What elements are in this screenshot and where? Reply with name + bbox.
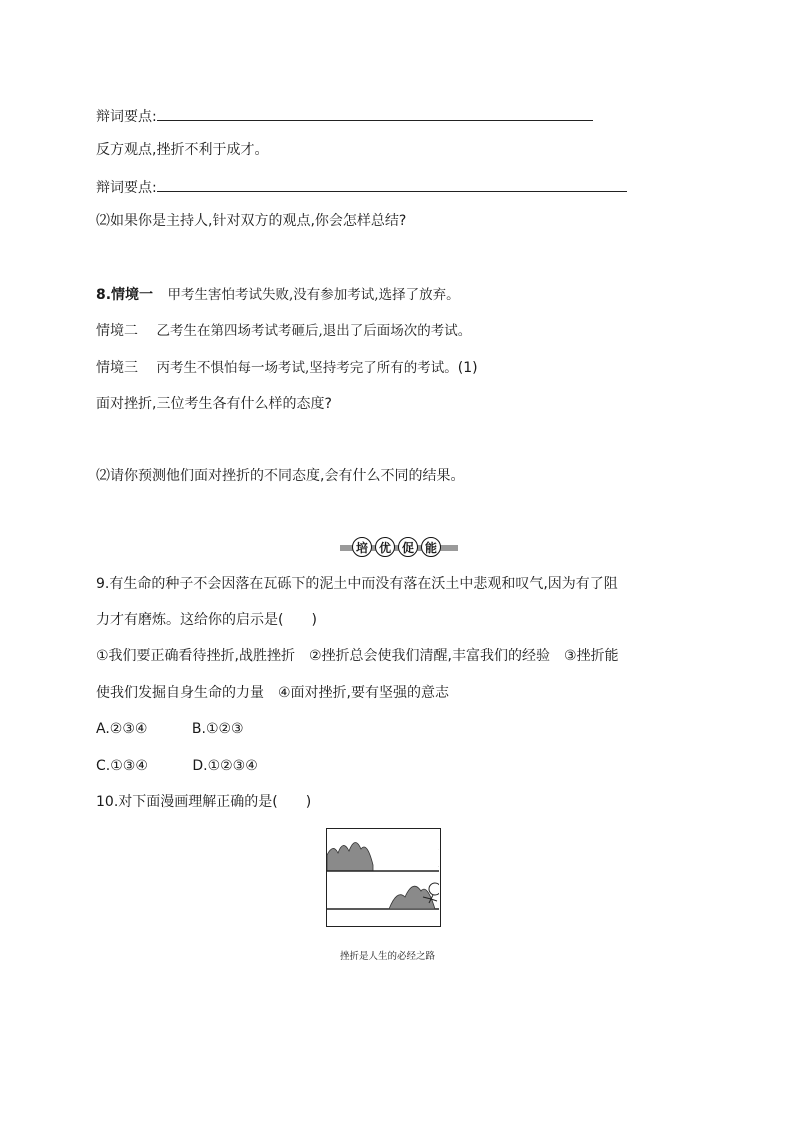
con-view: 反方观点,挫折不利于成才。 [96,142,269,158]
banner-char: 优 [375,537,395,557]
q8-sub2: ⑵请你预测他们面对挫折的不同态度,会有什么不同的结果。 [96,468,465,484]
q10-stem: 10.对下面漫画理解正确的是( ) [96,794,312,810]
con-point-line [96,177,627,197]
choice-b[interactable]: B.①②③ [191,721,244,737]
choice-d[interactable]: D.①②③④ [192,758,258,774]
q9-stem-text: 9.有生命的种子不会因落在瓦砾下的泥土中而没有落在沃土中悲观和叹气,因为有了阻 [96,576,618,592]
answer-blank[interactable] [157,177,627,192]
comic-drawing [327,829,439,925]
point-label: 辩词要点: [96,180,157,196]
section-banner [340,537,458,559]
comic-caption: 挫折是人生的必经之路 [340,951,436,962]
q9-choices-cd [96,757,258,775]
sub-number: (1) [457,360,478,376]
comic-illustration [326,828,441,927]
banner-char: 促 [398,537,418,557]
scenario-text: 丙考生不惧怕每一场考试,坚持考完了所有的考试。 [156,360,458,376]
point-label: 辩词要点: [96,109,157,125]
scenario-text: 乙考生在第四场考试考砸后,退出了后面场次的考试。 [156,323,472,339]
scenario-text: 甲考生害怕考试失败,没有参加考试,选择了放弃。 [167,287,460,303]
banner-chars [352,537,441,557]
q8-scenario-3 [96,359,478,377]
choice-c[interactable]: C.①③④ [96,758,148,774]
scenario-label: 情境三 [96,360,138,376]
q8-scenario-2 [96,322,471,340]
answer-blank[interactable] [157,106,593,121]
banner-char: 能 [421,537,441,557]
scenario-label: 情境二 [96,323,138,339]
q9-options-1: ①我们要正确看待挫折,战胜挫折 ②挫折总会使我们清醒,丰富我们的经验 ③挫折能 [96,648,619,664]
q9-options-2: 使我们发掘自身生命的力量 ④面对挫折,要有坚强的意志 [96,685,449,701]
choice-a[interactable]: A.②③④ [96,721,148,737]
q8-sub1: 面对挫折,三位考生各有什么样的态度? [96,396,332,412]
q9-stem-1 [96,575,618,593]
pro-point-line [96,106,593,126]
q9-choices-ab [96,720,244,738]
q8-scenario-1 [96,286,460,304]
q7-sub2: ⑵如果你是主持人,针对双方的观点,你会怎样总结? [96,213,407,229]
q9-stem-2: 力才有磨炼。这给你的启示是( ) [96,612,317,628]
banner-char: 培 [352,537,372,557]
scenario-label: 8.情境一 [96,287,154,303]
